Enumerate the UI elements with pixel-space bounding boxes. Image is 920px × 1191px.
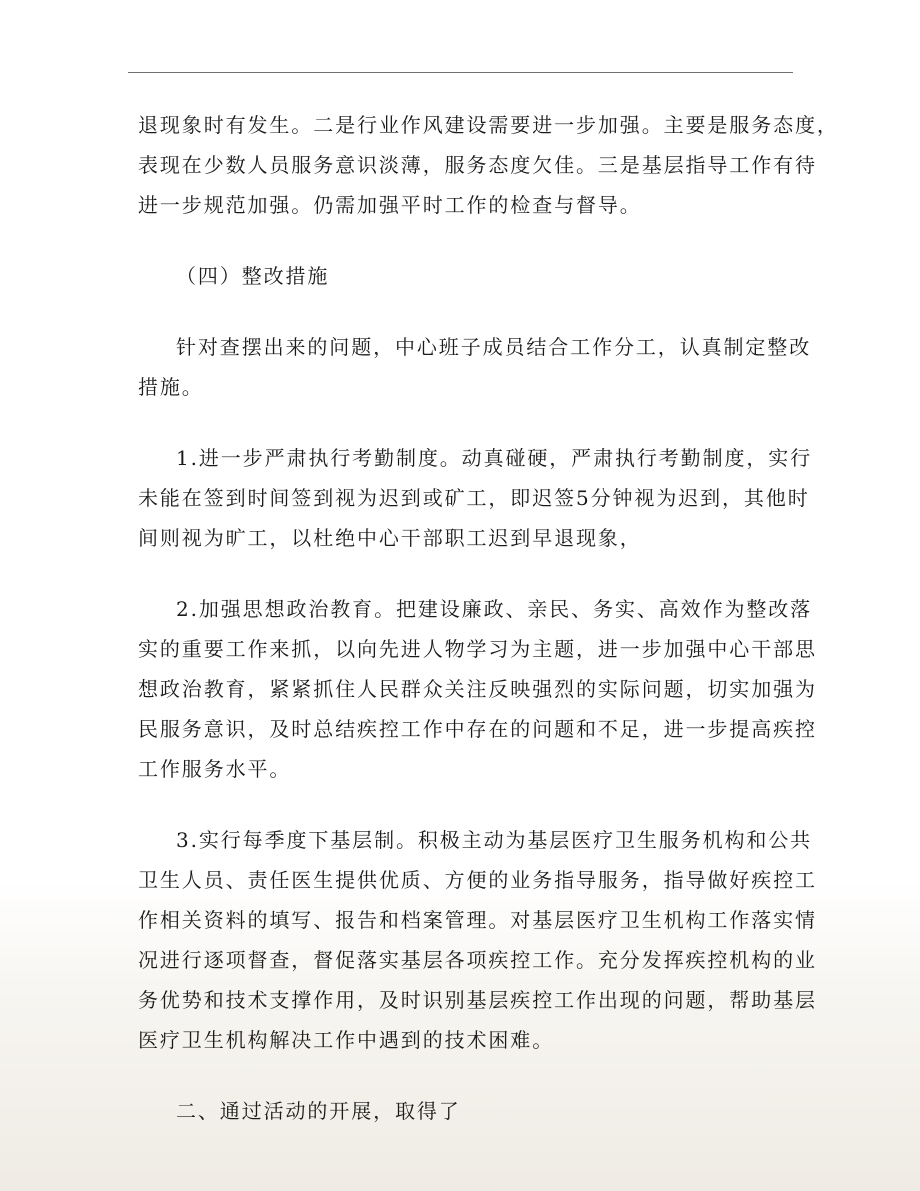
text-line: 民服务意识，及时总结疾控工作中存在的问题和不足，进一步提高疾控 [138,717,817,741]
text-line: 作相关资料的填写、报告和档案管理。对基层医疗卫生机构工作落实情 [138,908,817,932]
paragraph-item-3 [138,820,817,1060]
text-line: 况进行逐项督查，督促落实基层各项疾控工作。充分发挥疾控机构的业 [138,948,817,972]
text-line: 间则视为旷工，以杜绝中心干部职工迟到早退现象， [138,526,642,550]
text-line: 二、通过活动的开展，取得了 [176,1099,461,1123]
document-body [138,105,839,1131]
text-line: 卫生人员、责任医生提供优质、方便的业务指导服务，指导做好疾控工 [138,868,817,892]
text-line: 想政治教育，紧紧抓住人民群众关注反映强烈的实际问题，切实加强为 [138,677,817,701]
text-line: 3.实行每季度下基层制。积极主动为基层医疗卫生服务机构和公共 [176,828,813,852]
text-line: 工作服务水平。 [138,757,292,781]
text-line: 实的重要工作来抓，以向先进人物学习为主题，进一步加强中心干部思 [138,637,817,661]
text-line: 2.加强思想政治教育。把建设廉政、亲民、务实、高效作为整改落 [176,597,813,621]
text-line: 针对查摆出来的问题，中心班子成员结合工作分工，认真制定整改 [176,335,812,359]
section-heading [138,256,798,296]
text-line: 措施。 [138,375,204,399]
text-line: 表现在少数人员服务意识淡薄，服务态度欠佳。三是基层指导工作有待 [138,153,817,177]
text-line: 务优势和技术支撑作用，及时识别基层疾控工作出现的问题，帮助基层 [138,988,817,1012]
text-line: 进一步规范加强。仍需加强平时工作的检查与督导。 [138,193,642,217]
text-line: 未能在签到时间签到视为迟到或矿工，即迟签5分钟视为迟到，其他时 [138,486,810,510]
paragraph-item-2 [138,589,817,789]
paragraph-closing [138,1091,798,1131]
text-line: 医疗卫生机构解决工作中遇到的技术困难。 [138,1028,555,1052]
heading-text: （四）整改措施 [176,264,330,288]
text-line: 1.进一步严肃执行考勤制度。动真碰硬，严肃执行考勤制度，实行 [176,446,813,470]
header-rule [128,72,793,73]
text-line: 退现象时有发生。二是行业作风建设需要进一步加强。主要是服务态度， [138,113,839,137]
paragraph-problems [138,105,839,225]
paragraph-intro [138,327,812,407]
paragraph-item-1 [138,438,813,558]
